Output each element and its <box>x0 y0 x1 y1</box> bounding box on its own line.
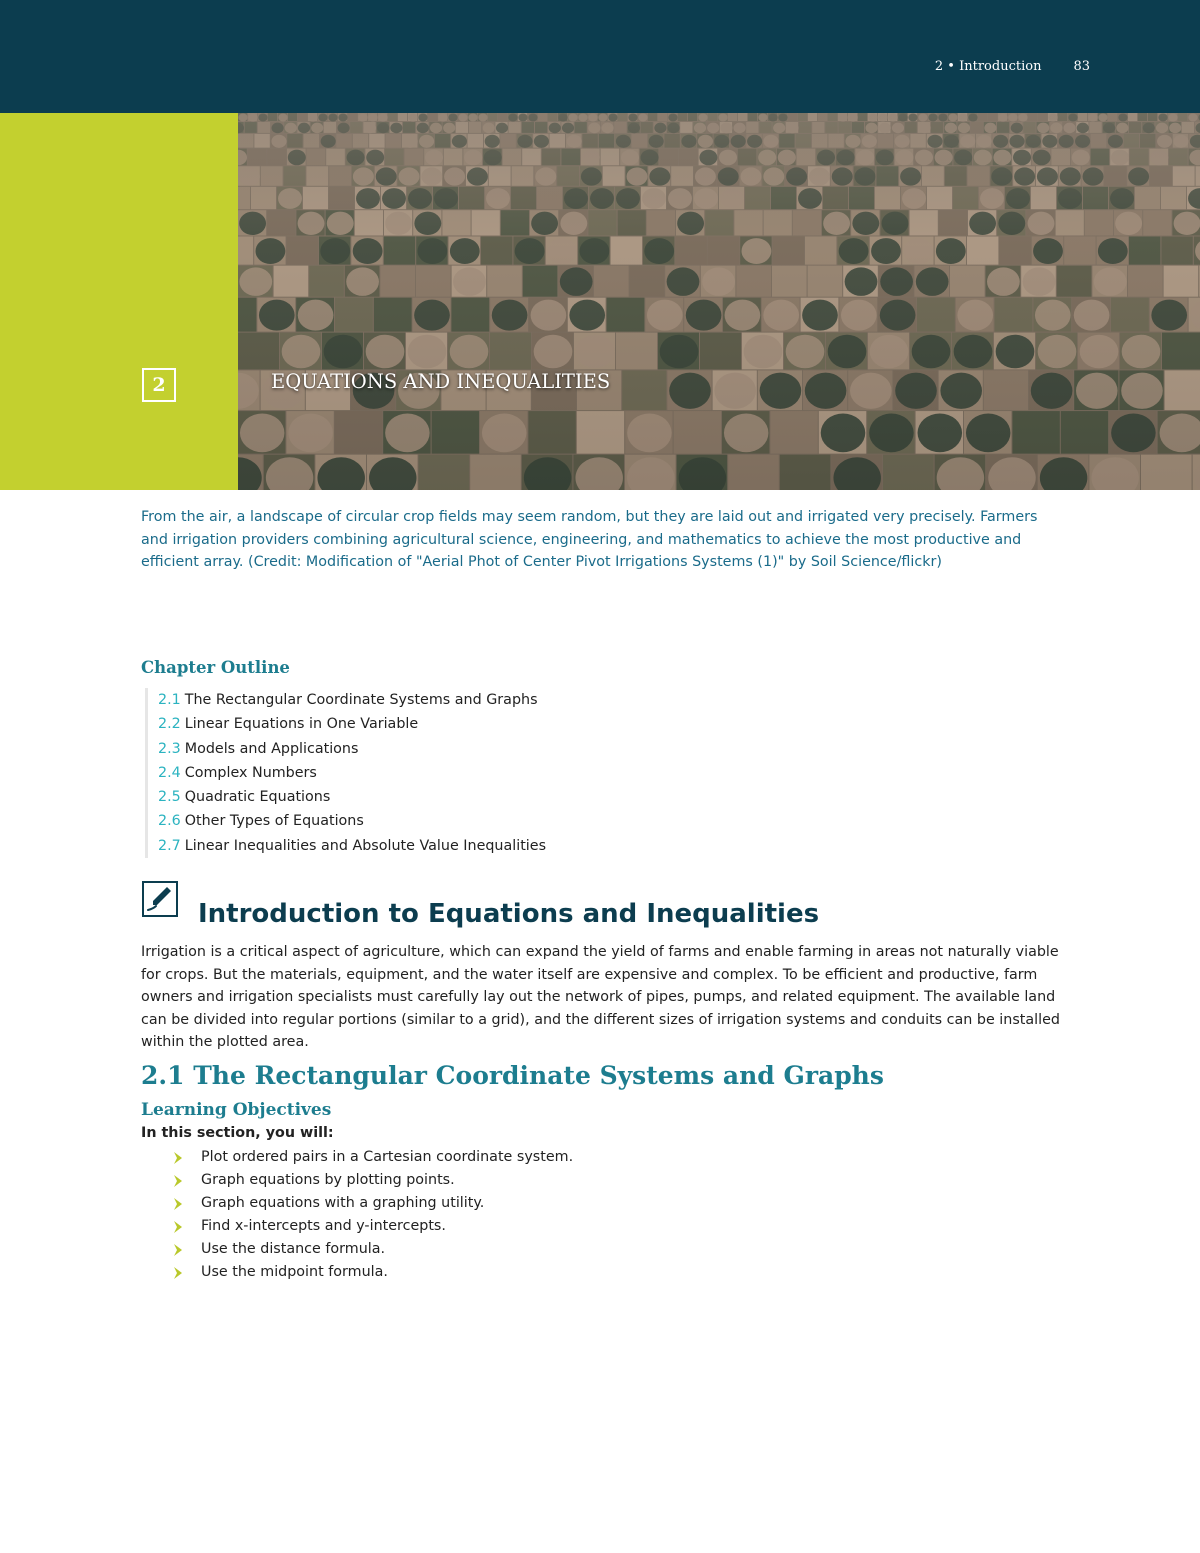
learning-objectives-heading: Learning Objectives <box>141 1100 332 1120</box>
objective-text: Plot ordered pairs in a Cartesian coordinate system. <box>201 1149 574 1165</box>
chevron-bullet-icon <box>172 1220 184 1234</box>
chevron-bullet-icon <box>172 1174 184 1188</box>
outline-item[interactable] <box>158 688 758 712</box>
outline-item-number: 2.5 <box>158 789 181 806</box>
outline-item-label: Linear Inequalities and Absolute Value Inequalities <box>184 837 547 854</box>
outline-item-label: Quadratic Equations <box>184 789 331 806</box>
chevron-bullet-icon <box>172 1266 184 1280</box>
outline-item[interactable] <box>158 737 758 761</box>
chapter-number-badge: 2 <box>142 368 176 402</box>
header-bar <box>0 0 1200 113</box>
outline-item[interactable] <box>158 834 758 858</box>
outline-item-label: Other Types of Equations <box>184 813 364 830</box>
outline-item-label: Complex Numbers <box>184 764 317 781</box>
running-head-label: 2 • Introduction <box>934 59 1042 74</box>
outline-item-label: Linear Equations in One Variable <box>184 716 419 733</box>
objective-item <box>172 1192 573 1215</box>
aerial-crop-fields-photo <box>238 113 1200 490</box>
objective-text: Graph equations by plotting points. <box>201 1172 455 1188</box>
outline-item[interactable] <box>158 809 758 833</box>
chapter-outline-heading: Chapter Outline <box>141 658 290 677</box>
objective-text: Find x-intercepts and y-intercepts. <box>201 1218 446 1234</box>
section-heading: 2.1 The Rectangular Coordinate Systems and Graphs <box>141 1061 884 1090</box>
chevron-bullet-icon <box>172 1151 184 1165</box>
outline-item[interactable] <box>158 761 758 785</box>
objective-item <box>172 1169 573 1192</box>
intro-paragraph: Irrigation is a critical aspect of agriculture, which can expand the yield of farms and enable farming in areas not naturally viable for crops. But the materials, equipment, and the water itself are expensive and complex. To be efficient and productive, farm owners and irrigation specialists must carefully lay out the network of pipes, pumps, and related equipment. The available land can be divided into regular portions (similar to a grid), and the different sizes of irrigation systems and conduits can be installed within the plotted area. <box>141 944 1060 1051</box>
outline-item[interactable] <box>158 785 758 809</box>
objective-item <box>172 1238 573 1261</box>
outline-item-number: 2.6 <box>158 813 181 830</box>
objective-text: Use the midpoint formula. <box>201 1264 388 1280</box>
chevron-bullet-icon <box>172 1197 184 1211</box>
pencil-icon <box>142 881 178 917</box>
chapter-title: EQUATIONS AND INEQUALITIES <box>271 370 611 393</box>
objective-text: Use the distance formula. <box>201 1241 386 1257</box>
objective-text: Graph equations with a graphing utility. <box>201 1195 485 1211</box>
photo-caption: From the air, a landscape of circular crop fields may seem random, but they are laid out and irrigated very precisely. Farmers and irrigation providers combining agricultural science, engineering, and mathematics to achieve the most productive and efficient array. (Credit: Modification of "Aerial Phot of Center Pivot Irrigations Systems (1)" by Soil Science/flickr) <box>141 509 1038 570</box>
running-head <box>935 59 1090 74</box>
chevron-bullet-icon <box>172 1243 184 1257</box>
chapter-outline-list <box>145 688 758 858</box>
outline-item-number: 2.7 <box>158 837 181 854</box>
outline-item-label: The Rectangular Coordinate Systems and Graphs <box>184 692 538 708</box>
page-number: 83 <box>1073 59 1090 74</box>
outline-item-label: Models and Applications <box>184 740 359 757</box>
objective-item <box>172 1215 573 1238</box>
learning-objectives-intro: In this section, you will: <box>141 1125 334 1141</box>
objective-item <box>172 1261 573 1284</box>
intro-heading: Introduction to Equations and Inequalities <box>198 899 820 929</box>
outline-item[interactable] <box>158 712 758 736</box>
outline-item-number: 2.1 <box>158 692 181 708</box>
outline-item-number: 2.2 <box>158 716 181 733</box>
outline-item-number: 2.4 <box>158 764 181 781</box>
objective-item <box>172 1146 573 1169</box>
learning-objectives-list <box>172 1146 573 1284</box>
chapter-accent-block <box>0 113 238 490</box>
outline-item-number: 2.3 <box>158 740 181 757</box>
